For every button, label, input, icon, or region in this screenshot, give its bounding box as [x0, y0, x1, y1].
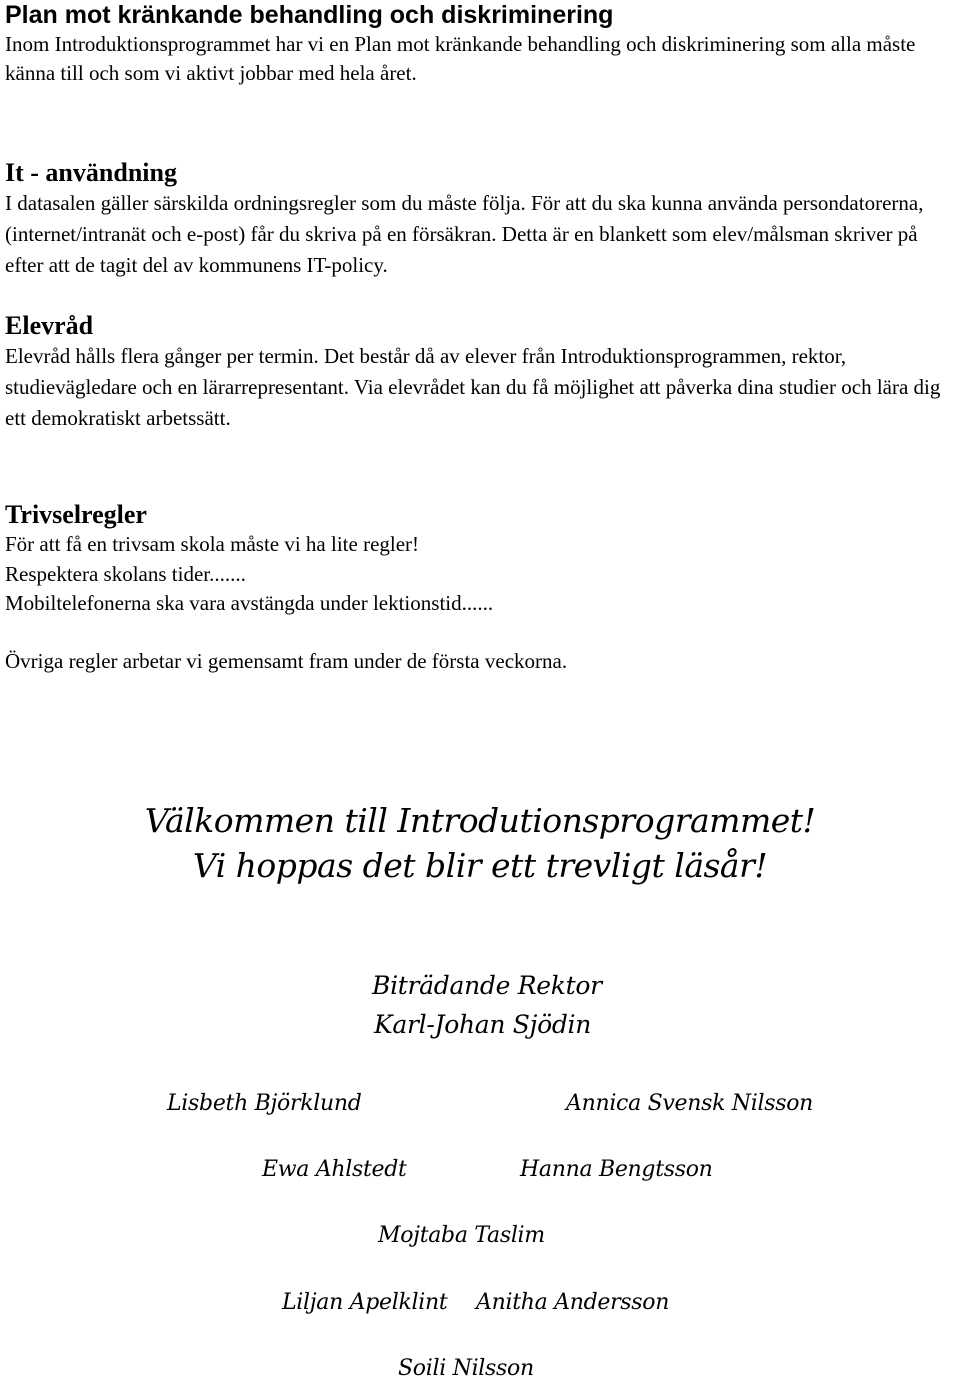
it-heading: It - användning [5, 158, 177, 187]
plan-text: Inom Introduktionsprogrammet har vi en Plan mot kränkande behandling och diskriminering som alla måste känna till och som vi aktivt jobbar med hela året. [5, 32, 916, 85]
signature-staff: Ewa Ahlstedt [262, 1157, 407, 1182]
signature-staff: Lisbeth Björklund [167, 1091, 362, 1116]
plan-heading: Plan mot kränkande behandling och diskriminering [5, 1, 614, 29]
signature-principal: Karl-Johan Sjödin [374, 1010, 592, 1039]
signature-staff: Mojtaba Taslim [378, 1223, 545, 1248]
elevrad-heading: Elevråd [5, 311, 94, 340]
signature-staff: Soili Nilsson [398, 1356, 534, 1381]
it-text: I datasalen gäller särskilda ordningsregler som du måste följa. För att du ska kunna använda persondatorerna, (internet/intranät och e-post) får du skriva på en försäkran. Detta är en blankett som elev/målsman skriver på efter att de tagit del av kommunens IT-policy. [5, 191, 924, 277]
signature-staff: Annica Svensk Nilsson [566, 1091, 814, 1116]
elevrad-section [5, 310, 955, 434]
trivsel-heading: Trivselregler [5, 500, 147, 529]
signature-role: Biträdande Rektor [372, 971, 602, 1000]
plan-section [5, 0, 955, 88]
signature-staff: Liljan Apelklint [282, 1290, 448, 1315]
signature-staff: Anitha Andersson [476, 1290, 670, 1315]
it-section [5, 157, 955, 281]
closing-line-wish: Vi hoppas det blir ett trevligt läsår! [192, 846, 768, 885]
trivsel-rule: Respektera skolans tider....... [5, 561, 246, 586]
trivsel-section [5, 499, 955, 619]
signature-staff: Hanna Bengtsson [520, 1157, 713, 1182]
trivsel-other-text: Övriga regler arbetar vi gemensamt fram under de första veckorna. [5, 649, 568, 673]
trivsel-rule: Mobiltelefonerna ska vara avstängda under lektionstid...... [5, 591, 494, 615]
trivsel-rule: För att få en trivsam skola måste vi ha lite regler! [5, 532, 420, 556]
elevrad-text: Elevråd hålls flera gånger per termin. Det består då av elever från Introduktionsprogrammen, rektor, studievägledare och en lärarrepresentant. Via elevrådet kan du få möjlighet att påverka dina studier och lära dig ett demokratiskt arbetssätt. [5, 344, 941, 430]
closing-line-welcome: Välkommen till Introdutionsprogrammet! [144, 801, 816, 840]
trivsel-other [5, 647, 955, 677]
closing-greeting [0, 798, 960, 888]
